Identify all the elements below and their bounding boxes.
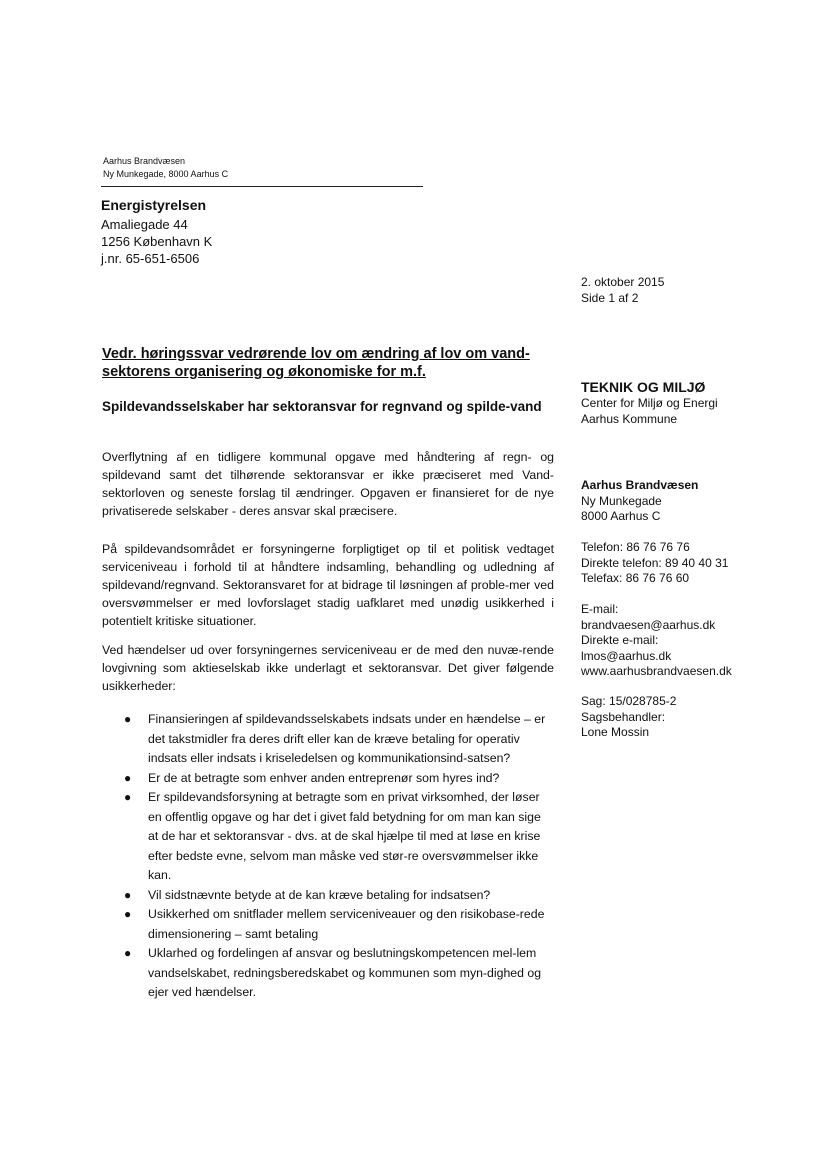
sender-address: Ny Munkegade, 8000 Aarhus C: [103, 169, 229, 179]
list-item: [102, 769, 554, 789]
email-link[interactable]: brandvaesen@aarhus.dk: [581, 617, 716, 632]
section-heading: Spildevandsselskaber har sektoransvar for regnvand og spilde-vand: [102, 399, 542, 414]
direct-email-link[interactable]: lmos@aarhus.dk: [581, 648, 672, 663]
email-label: E-mail:: [581, 602, 619, 616]
list-item-text: Er spildevandsforsyning at betragte som en privat virksomhed, der løser en offentlig opgave og har det i givet fald betydning for om man kan sige at de har et sektoransvar - dvs. at de skal hjælpe til med at løse en krise efter bedste evne, selvom man måske ved stør-re oversvømmelser ikke kan.: [148, 790, 541, 882]
body-paragraph-2: På spildevandsområdet er forsyningerne forpligtiget op til et politisk vedtaget serviceniveau i forhold til at håndtere indsamling, behandling og udledning af spildevand/regnvand. Sektoransvaret for at bidrage til løsningen af proble-mer ved oversvømmelser er med lovforslaget stadig uafklaret med unødig usikkerhed i potentielt kritiske situationer.: [102, 542, 554, 628]
org-name: Aarhus Brandvæsen: [581, 478, 699, 492]
page-number: Side 1 af 2: [581, 291, 639, 305]
direct-email-label: Direkte e-mail:: [581, 633, 659, 647]
body-paragraph-3: Ved hændelser ud over forsyningernes serviceniveau er de med den nuvæ-rende lovgivning som aktieselskab ikke underlagt et sektoransvar. Det giver følgende usikkerheder:: [102, 643, 554, 693]
date-block: [581, 274, 664, 306]
sidebar-org-block: [581, 478, 811, 525]
org-street: Ny Munkegade: [581, 493, 662, 508]
case-handler-label: Sagsbehandler:: [581, 709, 666, 724]
center-name: Center for Miljø og Energi: [581, 396, 718, 410]
recipient-city: 1256 København K: [101, 234, 213, 249]
website-link[interactable]: www.aarhusbrandvaesen.dk: [581, 664, 732, 678]
list-item-text: Finansieringen af spildevandsselskabets indsats under en hændelse – er det takstmidler fra deres drift eller kan de kræve betaling for operativ indsats eller indsats i kriseledelsen og kommunikationsind-satsen?: [148, 712, 546, 765]
list-item-text: Er de at betragte som enhver anden entreprenør som hyres ind?: [148, 770, 500, 785]
list-item-text: Uklarhed og fordelingen af ansvar og beslutningskompetencen mel-lem vandselskabet, redningsberedskabet og kommunen som myn-dighed og ejer ved hændelser.: [148, 946, 542, 999]
direct-phone-number: Direkte telefon: 89 40 40 31: [581, 555, 729, 570]
sidebar-email-block: [581, 602, 811, 680]
header-divider: [101, 186, 423, 187]
recipient-journal-number: j.nr. 65-651-6506: [101, 251, 200, 266]
sidebar-case-block: [581, 694, 811, 741]
letter-subject: Vedr. høringssvar vedrørende lov om ændring af lov om vand-sektorens organisering og økonomiske for m.f.: [102, 346, 530, 380]
body-paragraph-1: Overflytning af en tidligere kommunal opgave med håndtering af regn- og spildevand samt det tilhørende sektoransvar er ikke præciseret med Vand-sektorloven og seneste forslag til ændringer. Opgaven er finansieret for de nye privatiserede selskaber - deres ansvar skal præcisere.: [102, 450, 554, 518]
sender-name: Aarhus Brandvæsen: [103, 156, 186, 166]
list-item-text: Vil sidstnævnte betyde at de kan kræve betaling for indsatsen?: [148, 887, 491, 902]
list-item: [102, 905, 554, 944]
list-item: [102, 788, 554, 886]
case-handler-name: Lone Mossin: [581, 725, 650, 739]
bullet-icon: ●: [124, 946, 132, 960]
bullet-icon: ●: [124, 907, 132, 921]
bullet-icon: ●: [124, 887, 132, 902]
sidebar-phone-block: [581, 540, 811, 587]
uncertainty-list: [102, 710, 554, 1003]
letter-date: 2. oktober 2015: [581, 275, 665, 289]
phone-number: Telefon: 86 76 76 76: [581, 540, 690, 554]
list-item: [102, 710, 554, 769]
list-item: [102, 886, 554, 906]
bullet-icon: ●: [124, 770, 132, 785]
bullet-icon: ●: [124, 790, 132, 804]
recipient-street: Amaliegade 44: [101, 217, 188, 232]
recipient-name: Energistyrelsen: [101, 197, 207, 213]
recipient-block: [101, 196, 421, 267]
bullet-icon: ●: [124, 712, 132, 726]
list-item: [102, 944, 554, 1003]
org-city: 8000 Aarhus C: [581, 509, 661, 523]
case-number: Sag: 15/028785-2: [581, 694, 677, 708]
municipality-name: Aarhus Kommune: [581, 411, 678, 426]
sidebar-department-block: [581, 378, 811, 427]
fax-number: Telefax: 86 76 76 60: [581, 571, 690, 585]
department-name: TEKNIK OG MILJØ: [581, 379, 706, 395]
list-item-text: Usikkerhed om snitflader mellem serviceniveauer og den risikobase-rede dimensionering – samt betaling: [148, 907, 545, 941]
